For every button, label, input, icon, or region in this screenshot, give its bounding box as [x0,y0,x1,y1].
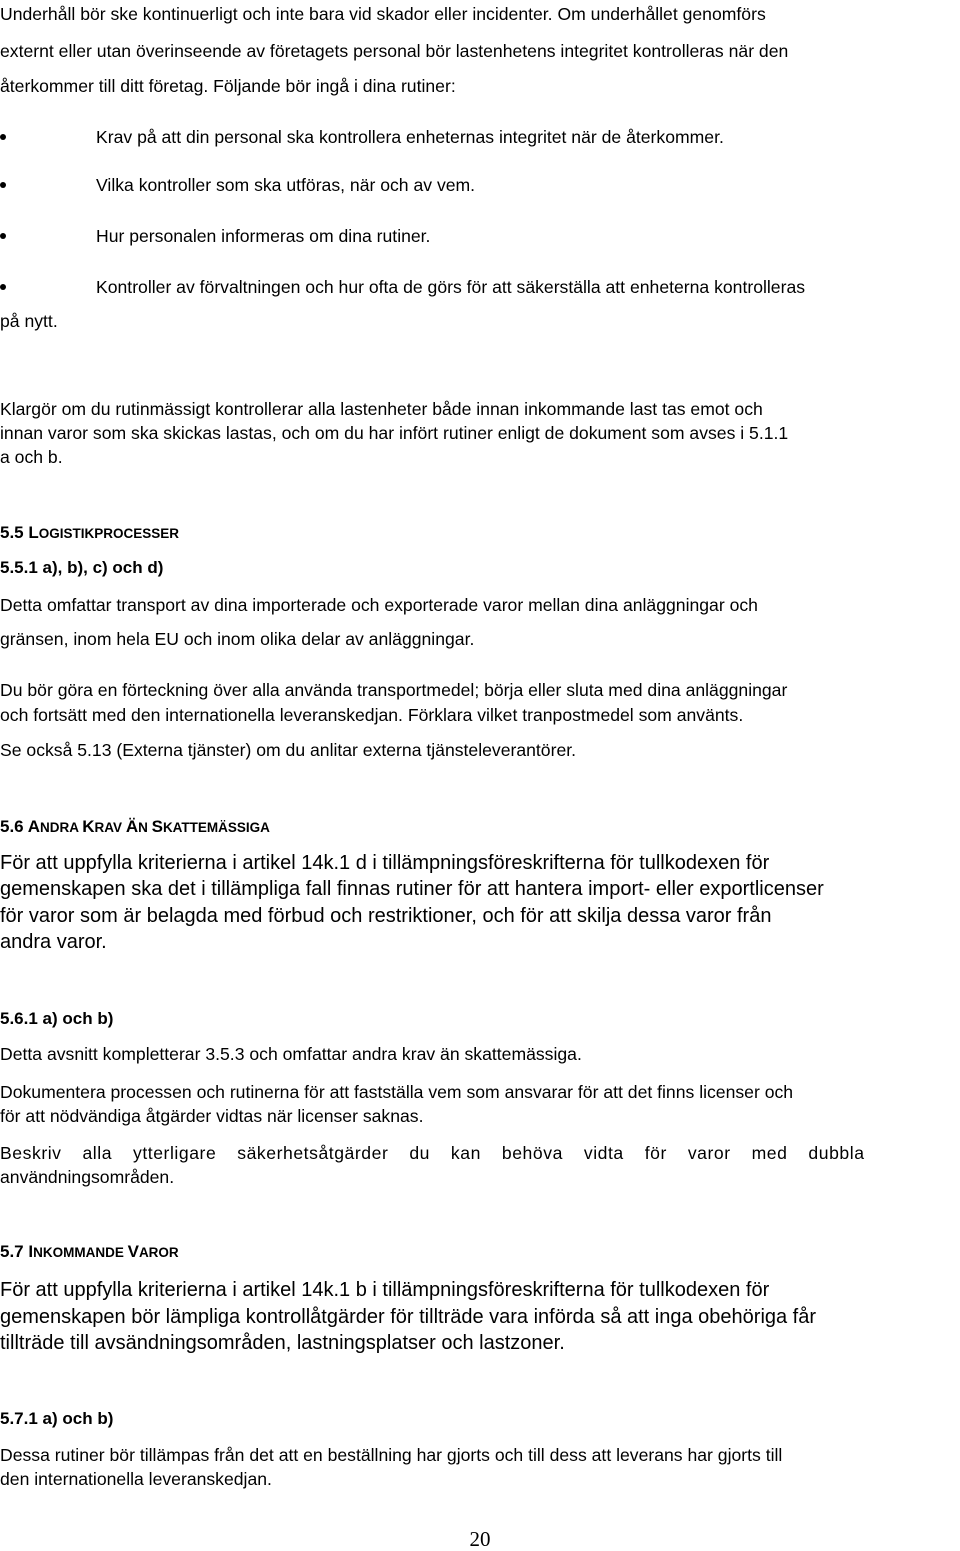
bullet-icon [0,182,6,188]
text-line: För att uppfylla kriterierna i artikel 14k.1 b i tillämpningsföreskrifterna för tullkodexen för [0,1279,770,1301]
section-heading-5-5: 5.5 LOGISTIKPROCESSER [0,523,180,542]
text-line: den internationella leveranskedjan. [0,1469,272,1489]
bullet-icon [0,284,6,290]
text-line: för att nödvändiga åtgärder vidtas när licenser saknas. [0,1106,424,1126]
text-line: Detta omfattar transport av dina importerade och exporterade varor mellan dina anläggningar och [0,595,758,615]
bullet-icon [0,233,6,239]
text-line: Klargör om du rutinmässigt kontrollerar alla lastenheter både innan inkommande last tas emot och [0,399,763,419]
text-line: återkommer till ditt företag. Följande bör ingå i dina rutiner: [0,76,456,96]
text-line: Beskriv alla ytterligare säkerhetsåtgärder du kan behöva vidta för varor med dubbla [0,1143,865,1163]
page-number: 20 [469,1527,491,1551]
text-line: Dokumentera processen och rutinerna för att fastställa vem som ansvarar för att det finns licenser och [0,1082,794,1102]
subsection-heading-5-5-1: 5.5.1 a), b), c) och d) [0,558,164,577]
bullet-icon [0,134,6,140]
subsection-heading-5-7-1: 5.7.1 a) och b) [0,1409,114,1428]
list-item-continuation: på nytt. [0,311,58,331]
text-line: andra varor. [0,931,107,953]
subsection-heading-5-6-1: 5.6.1 a) och b) [0,1009,114,1028]
text-line: och fortsätt med den internationella leveranskedjan. Förklara vilket tranpostmedel som använts. [0,705,744,725]
text-line: externt eller utan överinseende av företagets personal bör lastenhetens integritet kontrolleras när den [0,41,789,61]
text-line: Underhåll bör ske kontinuerligt och inte bara vid skador eller incidenter. Om underhållet genomförs [0,4,766,24]
text-line: gemenskapen ska det i tillämpliga fall finnas rutiner för att hantera import- eller exportlicenser [0,878,824,900]
text-line: innan varor som ska skickas lastas, och om du har infört rutiner enligt de dokument som avses i 5.1.1 [0,423,789,443]
text-line: för varor som är belagda med förbud och restriktioner, och för att skilja dessa varor från [0,905,772,927]
text-line: tillträde till avsändningsområden, lastningsplatser och lastzoner. [0,1332,565,1354]
text-line: Dessa rutiner bör tillämpas från det att en beställning har gjorts och till dess att leverans har gjorts till [0,1445,783,1465]
section-heading-5-7: 5.7 INKOMMANDE VAROR [0,1242,179,1261]
text-line: gemenskapen bör lämpliga kontrollåtgärder för tillträde vara införda så att inga obehöriga får [0,1306,817,1328]
section-5-5-1-paragraph-3: Se också 5.13 (Externa tjänster) om du anlitar externa tjänsteleverantörer. [0,740,577,760]
section-heading-5-6: 5.6 ANDRA KRAV ÄN SKATTEMÄSSIGA [0,817,270,836]
text-line: gränsen, inom hela EU och inom olika delar av anläggningar. [0,629,475,649]
text-line: användningsområden. [0,1167,175,1187]
text-line: a och b. [0,447,63,467]
text-line: För att uppfylla kriterierna i artikel 14k.1 d i tillämpningsföreskrifterna för tullkodexen för [0,852,770,874]
section-5-6-1-paragraph-1: Detta avsnitt kompletterar 3.5.3 och omfattar andra krav än skattemässiga. [0,1044,582,1064]
text-line: Du bör göra en förteckning över alla använda transportmedel; börja eller sluta med dina anläggningar [0,680,788,700]
